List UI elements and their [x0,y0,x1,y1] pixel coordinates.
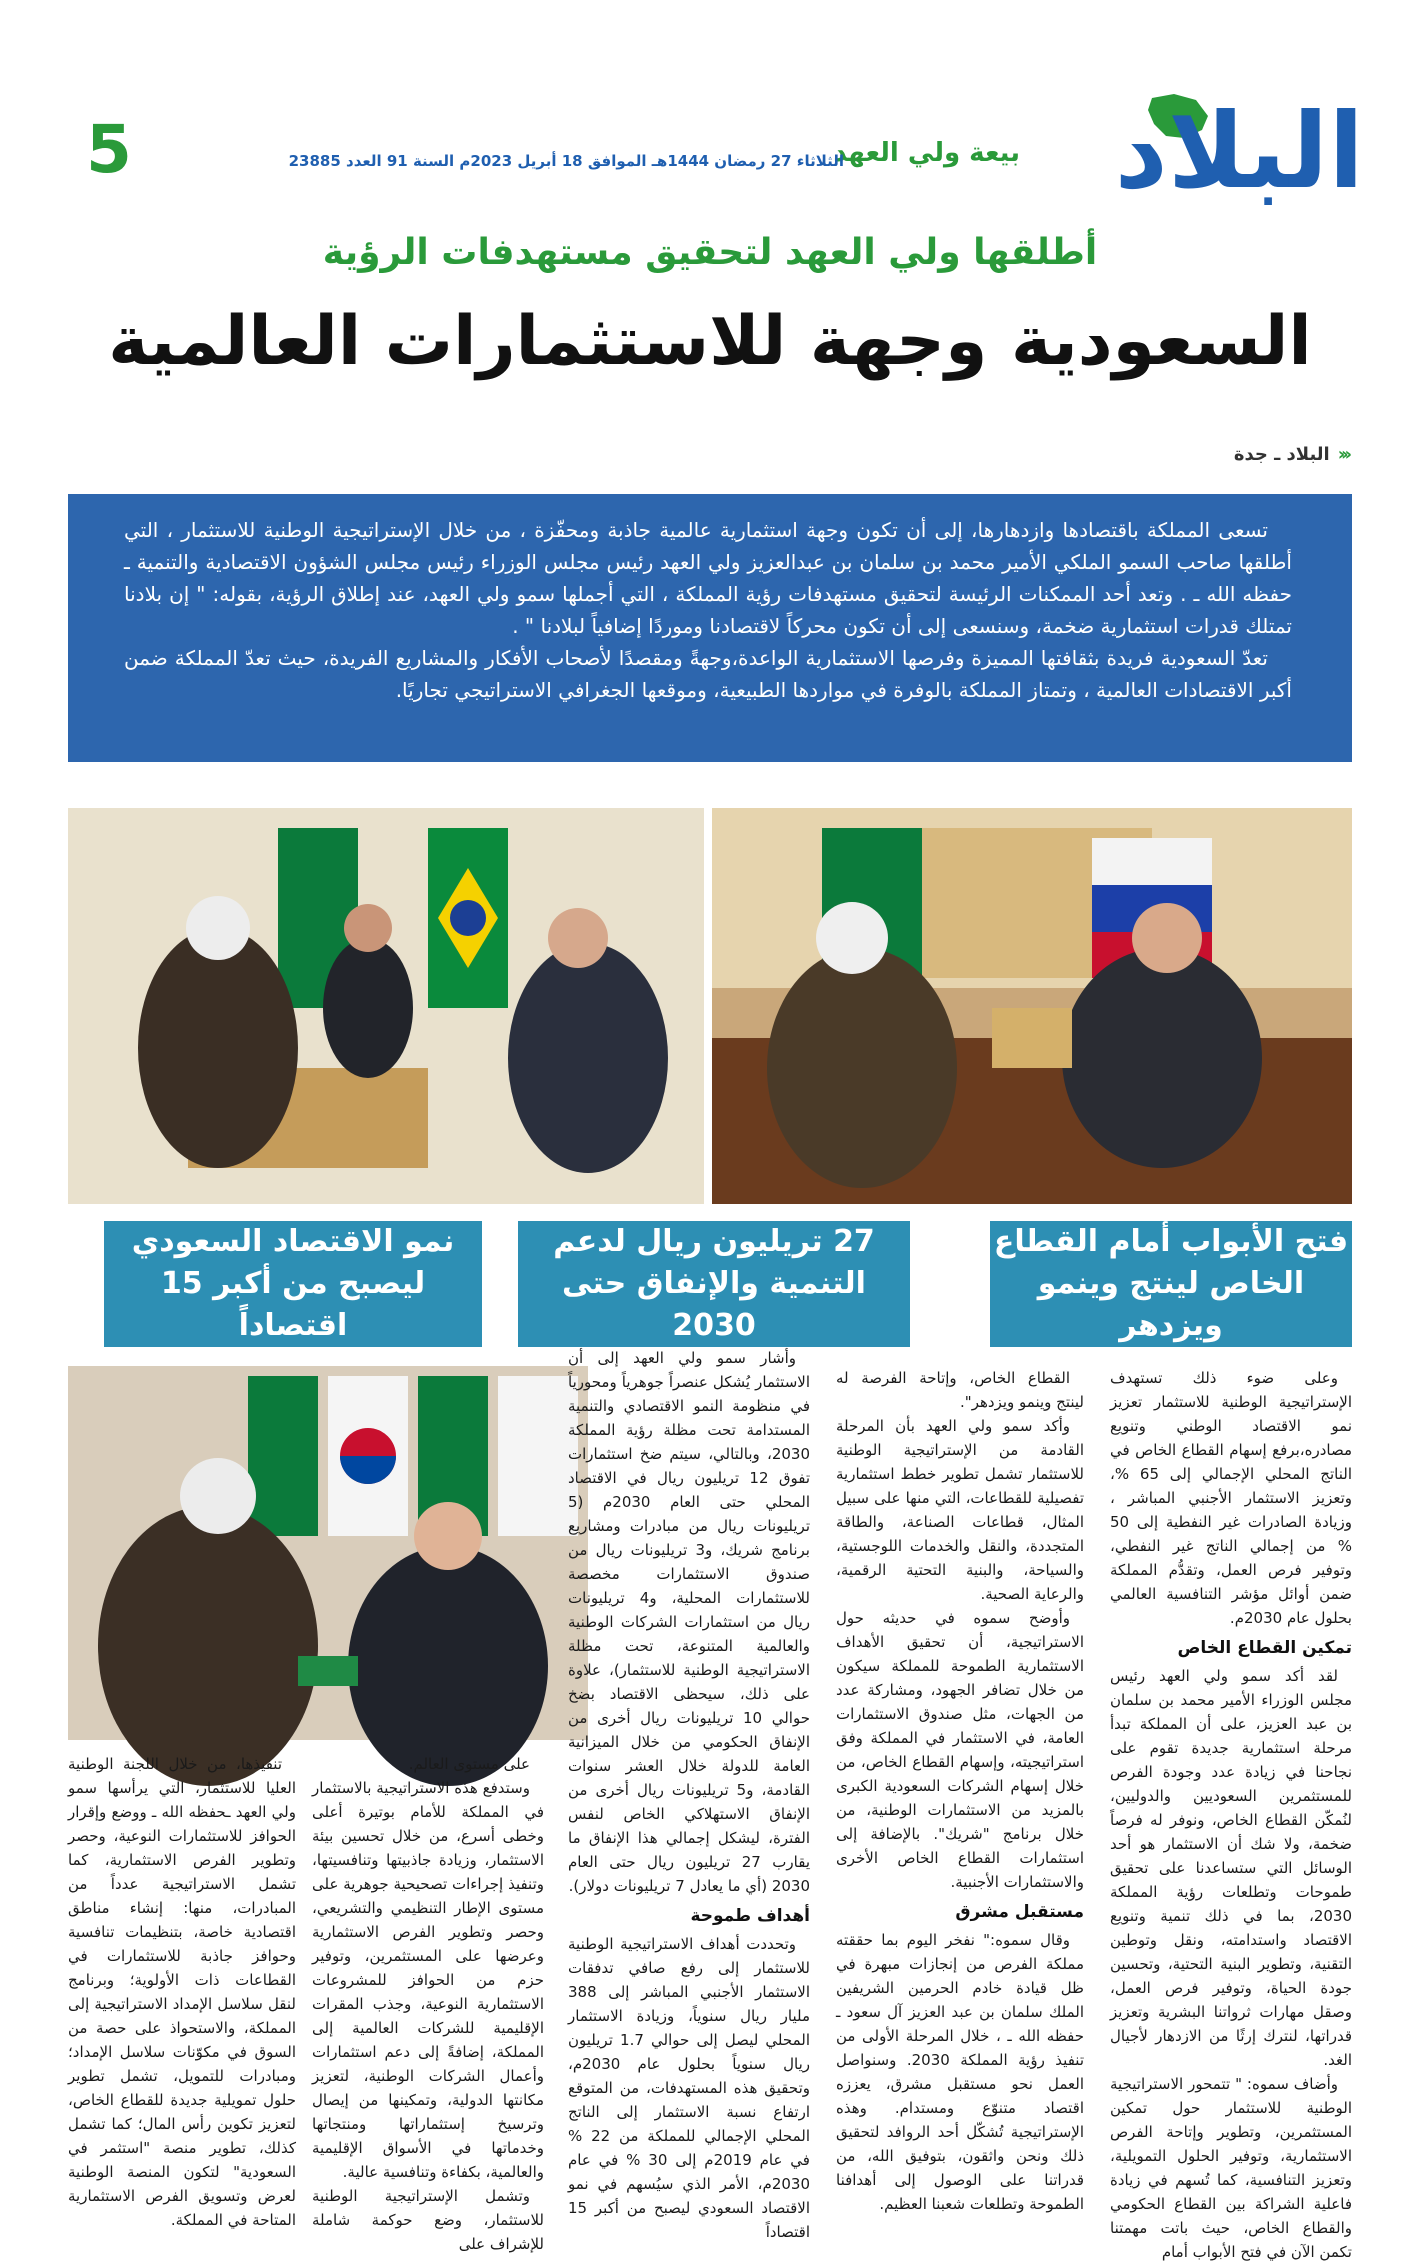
text-column-1 [1110,1366,1352,2261]
subhead-box [518,1224,910,1343]
section-heading: تمكين القطاع الخاص [1177,1638,1352,1658]
intro-paragraph: تسعى المملكة باقتصادها وازدهارها، إلى أن تكون وجهة استثمارية عالمية جاذبة ومحفّزة ، من خلال الإستراتيجية الوطنية للاستثمار ، التي أطلقها صاحب السمو الملكي الأمير محمد بن سلمان بن عبدالعزيز ولي العهد رئيس مجلس الوزراء رئيس مجلس الشؤون الاقتصادية والتنمية ـ حفظه الله ـ . وتعد أحد الممكنات الرئيسة لتحقيق مستهدفات رؤية المملكة ، التي أجملها سمو ولي العهد، عند إطلاق الرؤية، بقوله: " إن بلادنا تمتلك قدرات استثمارية ضخمة، وسنسعى إلى أن تكون محركاً لاقتصادنا وموردًا إضافياً لبلادنا " . [124,518,1292,638]
paragraph: لقد أكد سمو ولي العهد رئيس مجلس الوزراء الأمير محمد بن سلمان بن عبد العزيز، على أن المملكة تبدأ مرحلة استثمارية جديدة تقوم على نجاحنا في زيادة عدد وجودة الفرص للمستثمرين السعوديين والدوليين، لنُمكّن القطاع الخاص، ونوفر له فرصاً ضخمة، ولا شك أن الاستثمار هو أحد الوسائل التي ستساعدنا على تحقيق طموحات وتطلعات رؤية المملكة 2030، بما في ذلك تنمية وتنويع الاقتصاد واستدامته، ونقل وتوطين التقنية، وتطوير البنية التحتية، وتحسين جودة الحياة، وتوفير فرص العمل، وصقل مهارات ثرواتنا البشرية وتعزيز قدراتها، لنترك إرثًا من الازدهار لأجيال الغد. [1110,1667,1352,2069]
paragraph: وأكد سمو ولي العهد بأن المرحلة القادمة من الإستراتيجية الوطنية للاستثمار تشمل تطوير خطط استثمارية تفصيلية للقطاعات، التي منها على سبيل المثال، قطاعات الصناعة، والطاقة المتجددة، والنقل والخدمات اللوجستية، والسياحة، والبنية التحتية الرقمية، والرعاية الصحية. [836,1417,1084,1603]
page-number: 5 [86,111,132,188]
text-column-3 [568,1346,811,2241]
text-column-2 [836,1366,1084,2222]
subhead-text: فتح الأبواب أمام القطاع الخاص لينتج وينمو ويزدهر [990,1221,1352,1347]
paragraph: وأضاف سموه: " تتمحور الاستراتيجية الوطنية للاستثمار حول تمكين المستثمرين، وتطوير وإتاحة الفرص الاستثمارية، وتوفير الحلول التمويلية، وتعزيز التنافسية، كما تُسهم في زيادة فاعلية الشراكة بين القطاع الحكومي والقطاع الخاص، حيث باتت مهمتنا تكمن الآن في فتح الأبواب أمام [1110,2075,1352,2261]
paragraph: وتحددت أهداف الاستراتيجية الوطنية للاستثمار إلى رفع صافي تدفقات الاستثمار الأجنبي المباشر إلى 388 مليار ريال سنوياً، وزيادة الاستثمار المحلي ليصل إلى حوالي 1.7 تريليون ريال سنوياً بحلول عام 2030م، وتحقيق هذه المستهدفات، من المتوقع ارتفاع نسبة الاستثمار إلى الناتج المحلي الإجمالي للمملكة من 22 % في عام 2019م إلى 30 % في عام 2030م، الأمر الذي سيُسهم في نمو الاقتصاد السعودي ليصبح من أكبر 15 اقتصاداً [568,1935,810,2241]
section-heading: مستقبل مشرق [955,1902,1084,1922]
section-heading: أهداف طموحة [690,1906,810,1926]
paragraph: وأشار سمو ولي العهد إلى أن الاستثمار يُشكل عنصراً جوهرياً ومحورياً في منظومة النمو الاقتصادي والتنمية المستدامة تحت مظلة رؤية المملكة 2030، وبالتالي، سيتم ضخ استثمارات تفوق 12 تريليون ريال في الاقتصاد المحلي حتى العام 2030م (5 تريليونات ريال من مبادرات ومشاريع برنامج شريك، و3 تريليونات ريال من صندوق الاستثمارات مخصصة للاستثمارات المحلية، و4 تريليونات ريال من استثمارات الشركات الوطنية والعالمية المتنوعة، تحت مظلة الاستراتيجية الوطنية للاستثمار)، علاوة على ذلك، سيحظى الاقتصاد بضخ حوالي 10 تريليونات ريال أخرى من الإنفاق الحكومي من خلال الميزانية العامة للدولة خلال العشر سنوات القادمة، و5 تريليونات ريال أخرى من الإنفاق الاستهلاكي الخاص لنفس الفترة، ليشكل إجمالي هذا الإنفاق ما يقارب 27 تريليون ريال حتى العام 2030 (أي ما يعادل 7 تريليونات دولار). [568,1349,811,1895]
paragraph: تنفيذها، من خلال اللجنة الوطنية العليا للاستثمار، التي يرأسها سمو ولي العهد ـحفظه الله ـ ووضع وإقرار الحوافز للاستثمارات النوعية، وحصر وتطوير الفرص الاستثمارية، كما تشمل الاستراتيجية عدداً من المبادرات، منها: إنشاء مناطق اقتصادية خاصة، بتنظيمات تنافسية وحوافز جاذبة للاستثمارات في القطاعات ذات الأولوية؛ وبرنامج لنقل سلاسل الإمداد الاستراتيجية إلى المملكة، والاستحواذ على حصة من السوق في مكوّنات سلاسل الإمداد؛ ومبادرات للتمويل، تشمل تطوير حلول تمويلية جديدة للقطاع الخاص، لتعزيز تكوين رأس المال؛ كما تشمل كذلك، تطوير منصة "استثمر في السعودية" لتكون المنصة الوطنية لعرض وتسويق الفرص الاستثمارية المتاحة في المملكة. [68,1755,296,2229]
paragraph: وأوضح سموه في حديثه حول الاستراتيجية، أن تحقيق الأهداف الاستثمارية الطموحة للمملكة سيكون من خلال تضافر الجهود، ومشاركة عدد من الجهات، مثل صندوق الاستثمارات العامة، في الاستثمار في المملكة وفق استراتيجيته، وإسهام القطاع الخاص، من خلال إسهام الشركات السعودية الكبرى بالمزيد من الاستثمارات الوطنية، من خلال برنامج "شريك". بالإضافة إلى استثمارات القطاع الخاص الأخرى والاستثمارات الأجنبية. [836,1609,1084,1891]
chevrons-icon: ‹‹‹ [1337,444,1348,465]
logo [1054,90,1364,212]
paragraph: القطاع الخاص، وإتاحة الفرصة له لينتج وينمو ويزدهر". [836,1369,1084,1411]
photo-korea-handshake [68,1366,588,1740]
subhead-text: 27 تريليون ريال لدعم التنمية والإنفاق حتى 2030 [518,1221,910,1347]
kicker: أطلقها ولي العهد لتحقيق مستهدفات الرؤية [322,232,1098,273]
headline: السعودية وجهة للاستثمارات العالمية [108,302,1312,381]
byline [1234,444,1348,465]
paragraph: وتشمل الإستراتيجية الوطنية للاستثمار، وضع حوكمة شاملة للإشراف على [312,2187,544,2253]
text-column-4 [312,1752,544,2253]
section-title: بيعة ولي العهد [833,138,1020,168]
subhead-text: نمو الاقتصاد السعودي ليصبح من أكبر 15 اقتصاداً [104,1221,482,1347]
paragraph: وعلى ضوء ذلك تستهدف الإستراتيجية الوطنية للاستثمار تعزيز نمو الاقتصاد الوطني وتنويع مصادره،برفع إسهام القطاع الخاص في الناتج المحلي الإجمالي إلى 65 %، وتعزيز الاستثمار الأجنبي المباشر ، وزيادة الصادرات غير النفطية إلى 50 % من إجمالي الناتج غير النفطي، وتوفير فرص العمل، وتقدُّم المملكة ضمن أوائل مؤشر التنافسية العالمي بحلول عام 2030م. [1110,1369,1352,1627]
subhead-box [104,1224,482,1343]
date-issue: الثلاثاء 27 رمضان 1444هـ الموافق 18 أبريل 2023م السنة 91 العدد 23885 [288,152,844,170]
photo-putin-meeting [712,808,1352,1204]
paragraph: وقال سموه:" نفخر اليوم بما حققته مملكة الفرص من إنجازات مبهرة في ظل قيادة خادم الحرمين الشريفين الملك سلمان بن عبد العزيز آل سعود ـ حفظه الله ـ ، خلال المرحلة الأولى من تنفيذ رؤية المملكة 2030. وسنواصل العمل نحو مستقبل مشرق، يعززه اقتصاد متنوّع ومستدام. وهذه الإستراتيجية تُشكّل أحد الروافد لتحقيق ذلك ونحن واثقون، بتوفيق الله، من قدراتنا على الوصول إلى أهدافنا الطموحة وتطلعات شعبنا العظيم. [836,1931,1084,2213]
intro-box [68,494,1352,762]
paragraph: على مستوى العالم. [408,1755,530,1773]
paragraph: وستدفع هذه الاستراتيجية بالاستثمار في المملكة للأمام بوتيرة أعلى وخطى أسرع، من خلال تحسين بيئة الاستثمار، وزيادة جاذبيتها وتنافسيتها، وتنفيذ إجراءات تصحيحية جوهرية على مستوى الإطار التنظيمي والتشريعي، وحصر وتطوير الفرص الاستثمارية وعرضها على المستثمرين، وتوفير حزم من الحوافز للمشروعات الاستثمارية النوعية، وجذب المقرات الإقليمية للشركات العالمية إلى المملكة، إضافةً إلى دعم استثمارات وأعمال الشركات الوطنية، لتعزيز مكانتها الدولية، وتمكينها من إيصال وترسيخ إستثماراتها ومنتجاتها وخدماتها في الأسواق الإقليمية والعالمية، بكفاءة وتنافسية عالية. [312,1779,544,2181]
photo-brazil-meeting [68,808,704,1204]
logo-text: البلاد [1114,90,1364,212]
intro-paragraph: تعدّ السعودية فريدة بثقافتها المميزة وفرصها الاستثمارية الواعدة،وجهةً ومقصدًا لأصحاب الأفكار والمشاريع الفريدة، حيث تعدّ المملكة ضمن أكبر الاقتصادات العالمية ، وتمتاز المملكة بالوفرة في مواردها الطبيعية، وموقعها الجغرافي الاستراتيجي تجاريًا. [124,646,1292,702]
text-column-5 [68,1752,296,2229]
subhead-box [990,1224,1352,1343]
byline-text: البلاد ـ جدة [1233,444,1330,465]
